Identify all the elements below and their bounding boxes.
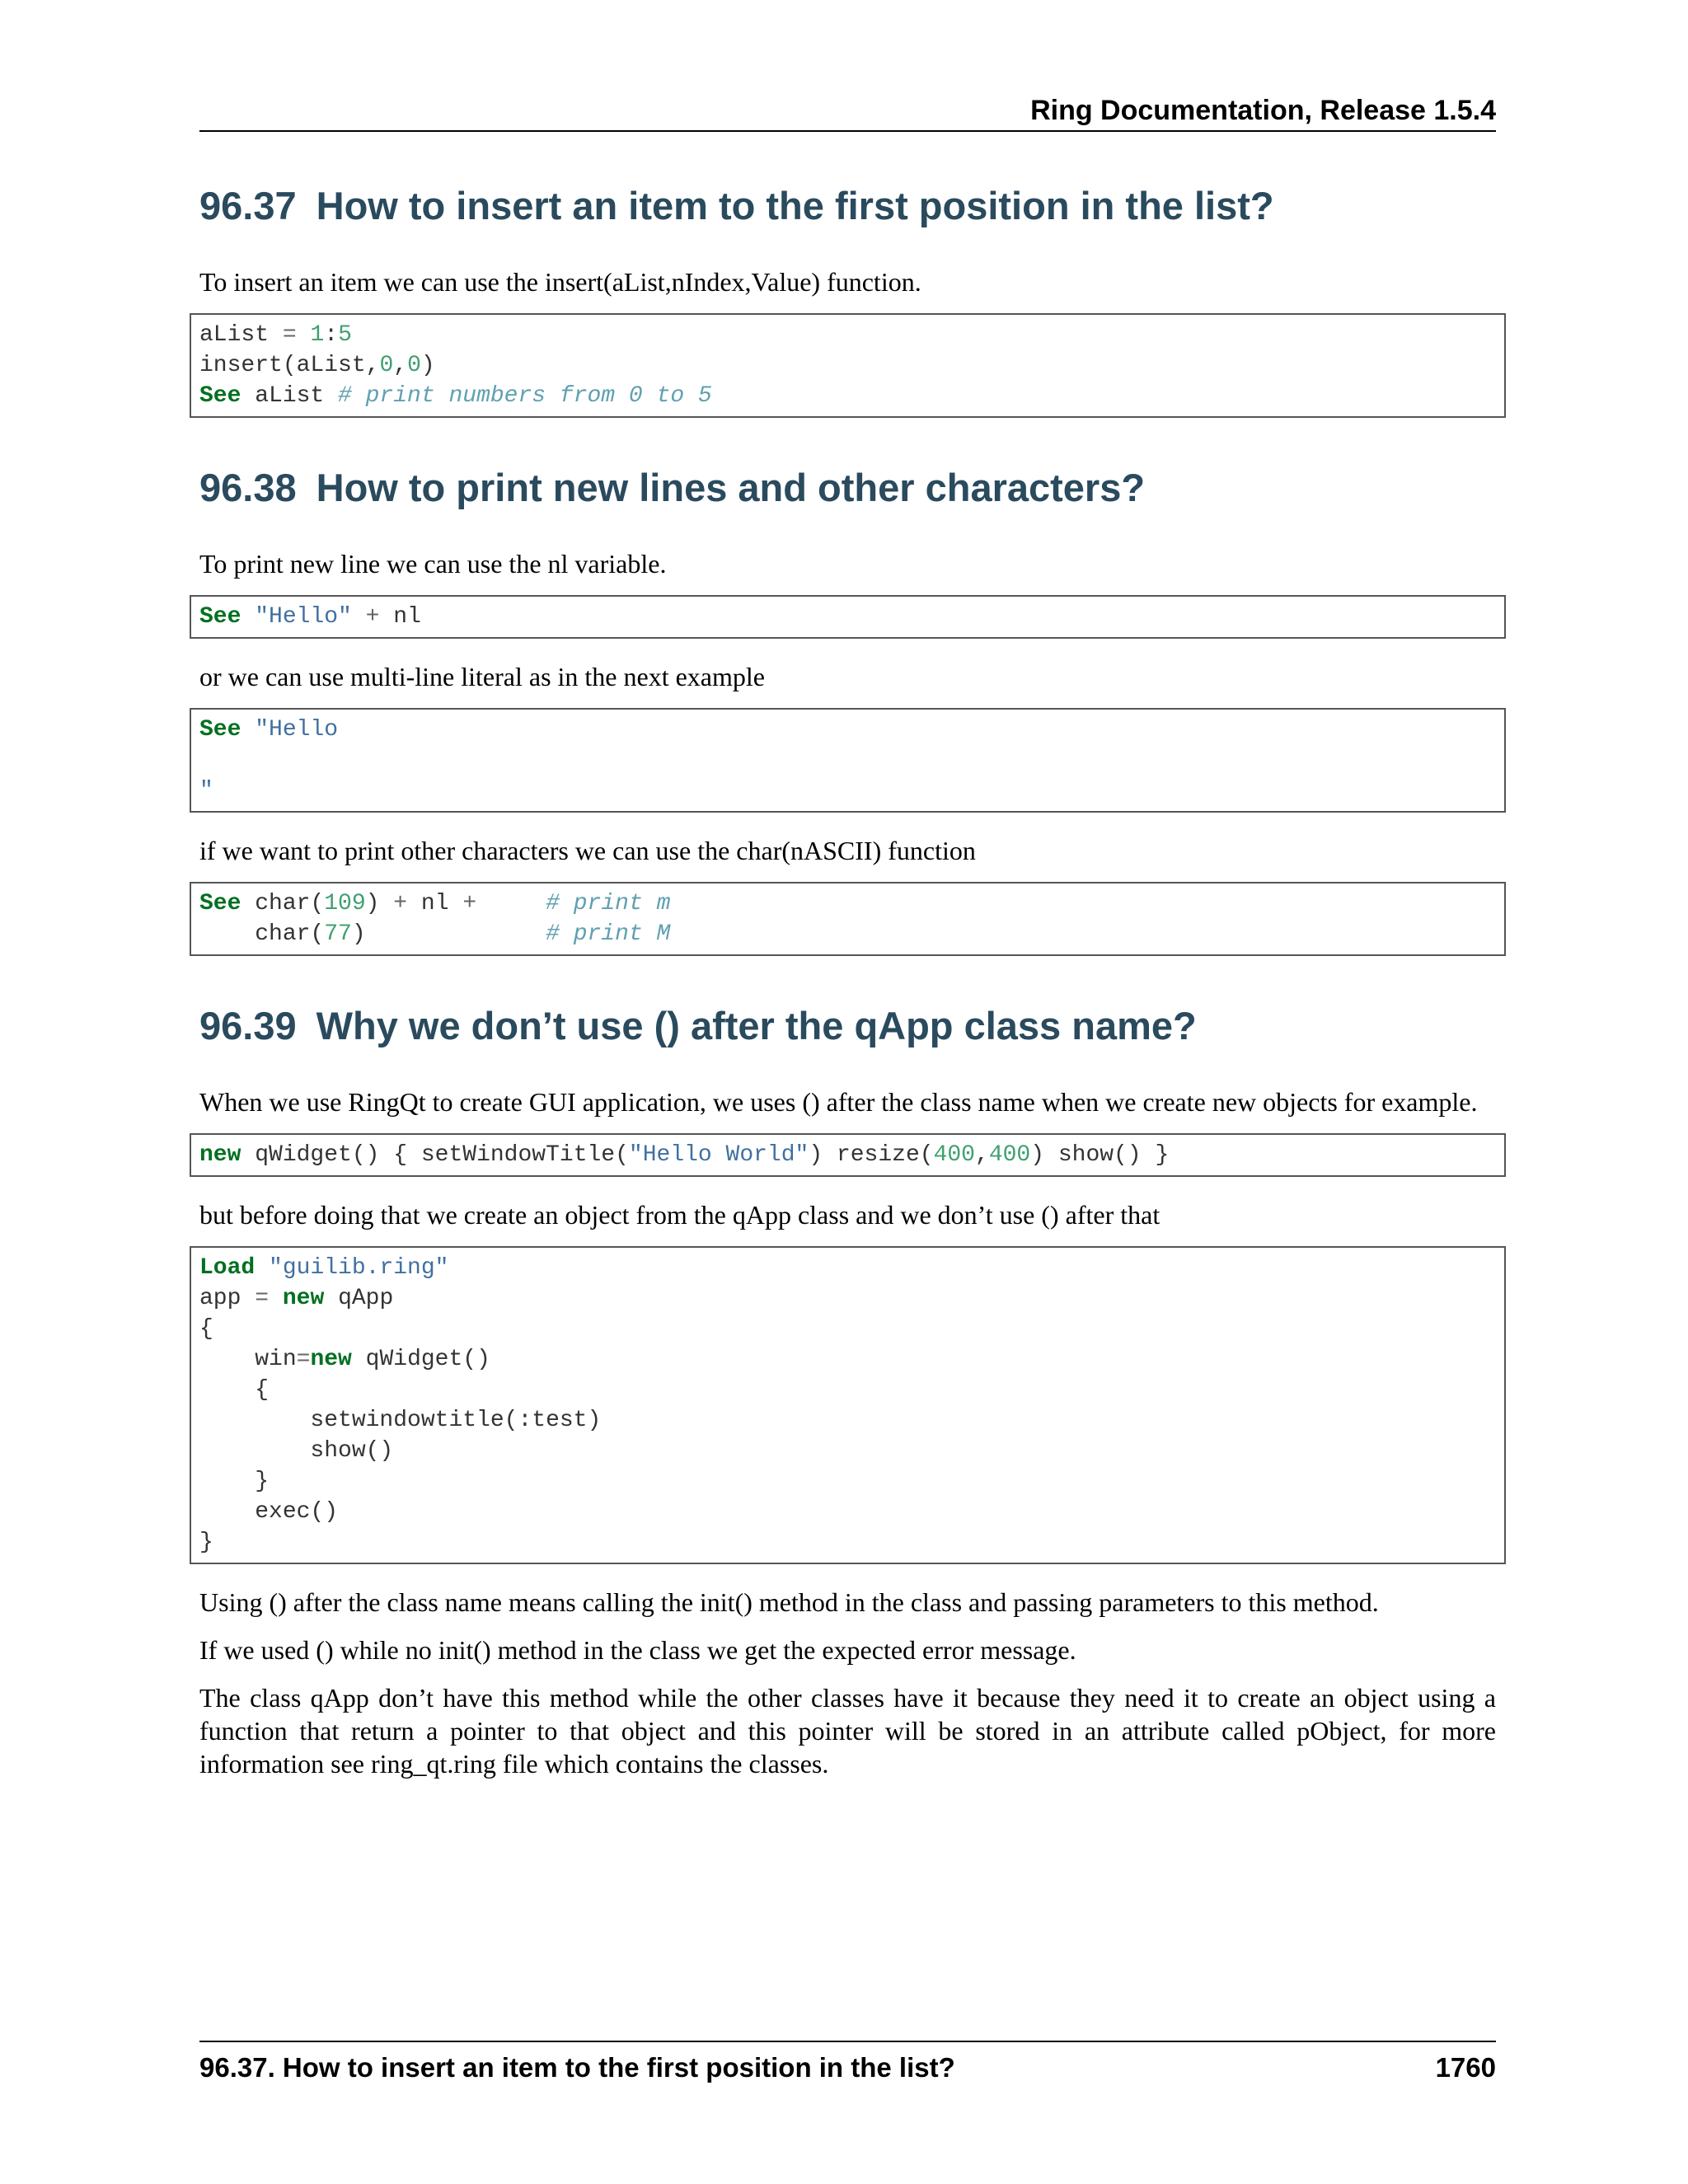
code-line: } — [199, 1469, 270, 1494]
code-line: insert(aList,0,0) — [199, 353, 435, 378]
section-heading — [199, 181, 1496, 231]
section-heading — [199, 463, 1496, 513]
section-heading — [199, 1001, 1496, 1051]
code-line: exec() — [199, 1499, 339, 1525]
code-line: See "Hello — [199, 717, 339, 743]
page-content — [199, 181, 1496, 1795]
header-title: Ring Documentation, Release 1.5.4 — [1030, 95, 1496, 126]
code-blank-line — [199, 745, 1496, 776]
code-line: " — [199, 778, 213, 804]
code-block — [190, 313, 1506, 418]
code-block — [190, 595, 1506, 639]
paragraph: if we want to print other characters we can use the char(nASCII) function — [199, 836, 976, 865]
paragraph: Using () after the class name means calling the init() method in the class and passing parameters to this method. — [199, 1587, 1379, 1617]
paragraph: To insert an item we can use the insert(aList,nIndex,Value) function. — [199, 267, 921, 297]
code-line: aList = 1:5 — [199, 322, 352, 348]
code-line: show() — [199, 1438, 394, 1464]
section-96-38 — [199, 463, 1496, 956]
section-title: How to print new lines and other characters? — [316, 466, 1146, 509]
code-line: See "Hello" + nl — [199, 604, 421, 630]
code-line: win=new qWidget() — [199, 1347, 490, 1372]
section-96-37 — [199, 181, 1496, 418]
page-header — [199, 91, 1496, 132]
page-number: 1760 — [1435, 2052, 1496, 2083]
paragraph: If we used () while no init() method in the class we get the expected error message. — [199, 1635, 1076, 1665]
paragraph: but before doing that we create an object from the qApp class and we don’t use () after that — [199, 1200, 1160, 1230]
code-block — [190, 882, 1506, 956]
section-96-39 — [199, 1001, 1496, 1780]
code-line: See char(109) + nl + # print m — [199, 891, 671, 916]
section-title: Why we don’t use () after the qApp class name? — [316, 1004, 1197, 1047]
section-title: How to insert an item to the first position in the list? — [316, 184, 1274, 227]
section-number: 96.37 — [199, 184, 297, 227]
section-number: 96.39 — [199, 1004, 297, 1047]
code-block — [190, 1133, 1506, 1177]
code-line: See aList # print numbers from 0 to 5 — [199, 383, 712, 409]
code-line: setwindowtitle(:test) — [199, 1408, 602, 1433]
footer-section-title: 96.37. How to insert an item to the first position in the list? — [199, 2052, 955, 2083]
code-line: app = new qApp — [199, 1286, 394, 1311]
code-line: { — [199, 1377, 270, 1403]
paragraph: The class qApp don’t have this method while the other classes have it because they need it to create an object using a function that return a pointer to that object and this pointer will be stored in an attribute called pObject, for more information see ring_qt.ring file which contains the classes. — [199, 1683, 1496, 1779]
code-line: char(77) # print M — [199, 921, 671, 947]
code-block — [190, 1246, 1506, 1564]
code-line: new qWidget() { setWindowTitle("Hello World") resize(400,400) show() } — [199, 1142, 1170, 1168]
code-block — [190, 708, 1506, 813]
code-line: Load "guilib.ring" — [199, 1255, 449, 1281]
paragraph: When we use RingQt to create GUI application, we uses () after the class name when we create new objects for example. — [199, 1087, 1478, 1117]
paragraph: To print new line we can use the nl variable. — [199, 549, 667, 579]
section-number: 96.38 — [199, 466, 297, 509]
paragraph: or we can use multi-line literal as in the next example — [199, 662, 765, 691]
code-line: { — [199, 1316, 213, 1342]
page-footer — [199, 2041, 1496, 2085]
code-line: } — [199, 1530, 213, 1555]
